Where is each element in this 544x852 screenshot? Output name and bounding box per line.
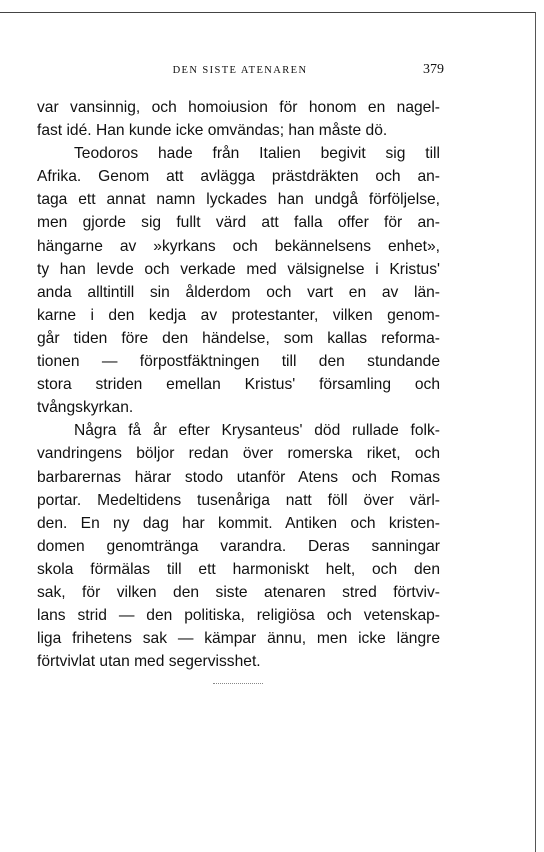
text-line: Några få år efter Krysanteus' död rullade folk-	[74, 422, 440, 440]
text-line: tvångskyrkan.	[37, 399, 134, 417]
scan-edge-right	[535, 12, 536, 852]
text-line: karne i den kedja av protestanter, vilken genom-	[37, 306, 440, 324]
running-title: DEN SISTE ATENAREN	[172, 65, 308, 76]
text-line: anda alltintill sin ålderdom och vart en av län-	[37, 283, 440, 301]
text-line: går tiden före den händelse, som kallas reforma-	[37, 329, 440, 347]
text-line: sak, för vilken den siste atenaren stred förtviv-	[37, 583, 440, 601]
text-line: hängarne av »kyrkans och bekännelsens enhet»,	[37, 237, 440, 255]
text-line: domen genomtränga varandra. Deras sanningar	[37, 537, 440, 555]
text-line: fast idé. Han kunde icke omvändas; han måste dö.	[37, 122, 388, 140]
text-line: förtvivlat utan med segervisshet.	[37, 653, 261, 671]
text-line: vandringens böljor redan över romerska riket, och	[37, 445, 440, 463]
text-line: lans strid — den politiska, religiösa och vetenskap-	[37, 607, 440, 625]
text-line: den. En ny dag har kommit. Antiken och kristen-	[37, 514, 440, 532]
paragraph	[37, 142, 440, 419]
body-text	[37, 96, 440, 673]
text-line: barbarernas härar stodo utanför Atens och Romas	[37, 468, 440, 486]
text-line: men gjorde sig fullt värd att falla offer för an-	[37, 214, 440, 232]
text-line: tionen — förpostfäktningen till den stundande	[37, 353, 440, 371]
end-ornament	[213, 683, 263, 684]
text-line: liga frihetens sak — kämpar ännu, men icke längre	[37, 630, 440, 648]
paragraph	[37, 419, 440, 673]
paragraph	[37, 96, 440, 142]
text-line: portar. Medeltidens tusenåriga natt föll över värl-	[37, 491, 440, 509]
text-line: Teodoros hade från Italien begivit sig till	[74, 145, 440, 163]
text-line: ty han levde och verkade med välsignelse i Kristus'	[37, 260, 440, 278]
text-line: var vansinnig, och homoiusion för honom en nagel-	[37, 99, 440, 116]
text-line: skola förmälas till ett harmoniskt helt, och den	[37, 560, 440, 578]
page-number: 379	[423, 62, 444, 77]
scan-edge-top	[0, 12, 536, 13]
running-head	[36, 62, 444, 82]
text-line: stora striden emellan Kristus' församling och	[37, 376, 440, 394]
text-line: taga ett annat namn lyckades han undgå förföljelse,	[37, 191, 440, 209]
text-line: Afrika. Genom att avlägga prästdräkten och an-	[37, 168, 440, 186]
